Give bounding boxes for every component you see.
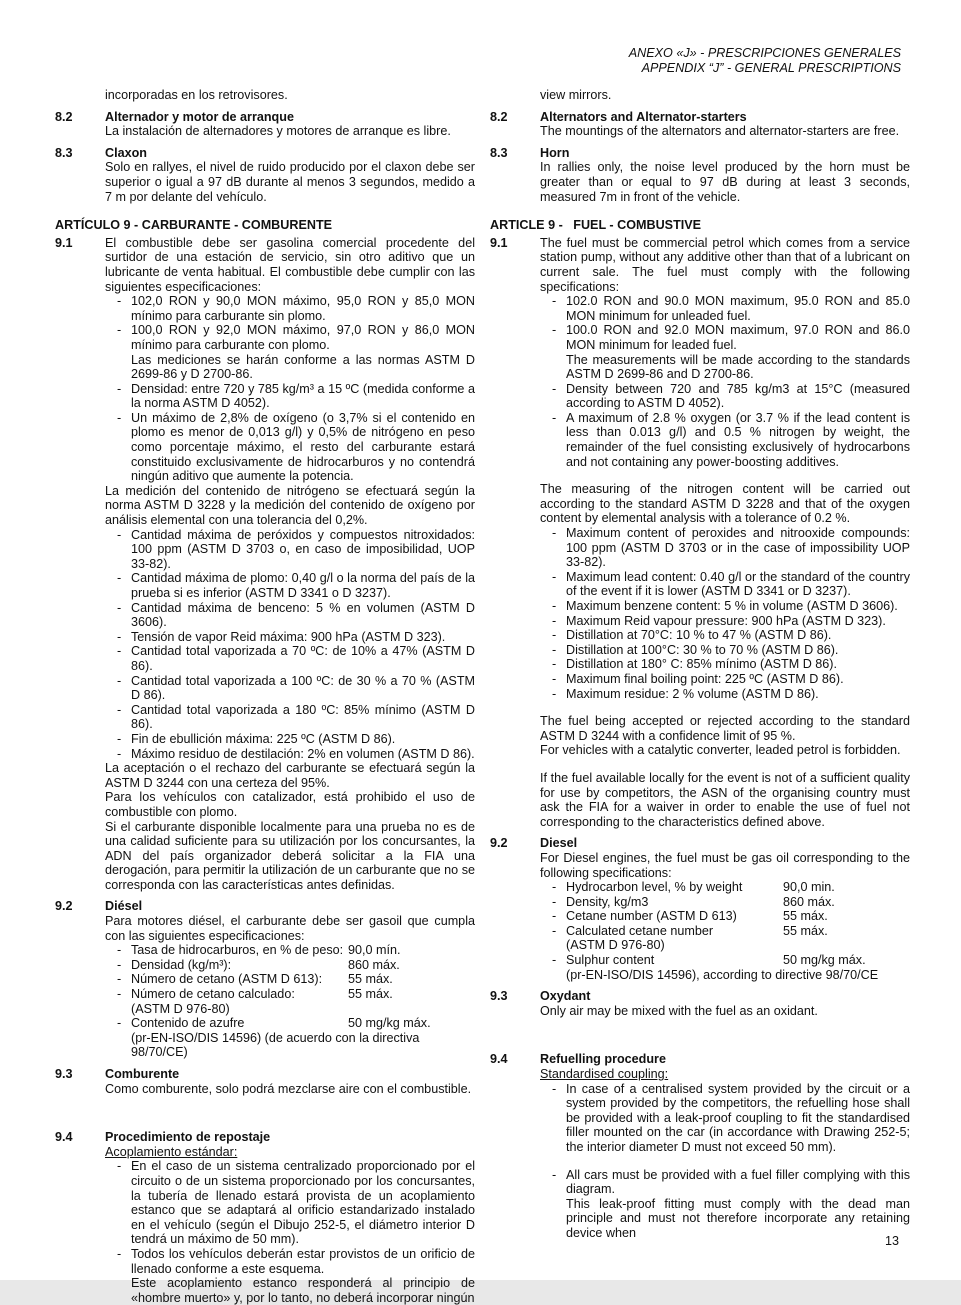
list-item [105,630,475,645]
spec-row [540,909,910,924]
section-number: 9.4 [490,1052,508,1067]
section-heading [490,1052,910,1067]
list-item-text: Distillation at 180° C: 85% mínimo (ASTM D 86). [566,657,837,672]
list-dash: - [552,381,557,396]
paragraph-text: Solo en rallyes, el nivel de ruido producido por el claxon debe ser superior o igual a 97 dB durante al menos 3 segundos, medido a 7 m por delante del vehículo. [105,160,475,204]
list-item-text: Fin de ebullición máxima: 225 ºC (ASTM D 86). [131,731,396,746]
list-item-text: All cars must be provided with a fuel filler complying with this diagram. [566,1167,910,1197]
spec-row [105,958,475,973]
list-dash: - [117,571,122,586]
spec-label: Tasa de hidrocarburos, en % de peso: [131,943,344,958]
list-item [105,732,475,747]
spec-row [105,972,475,987]
list-item-text: Cantidad total vaporizada a 180 ºC: 85% mínimo (ASTM D 86). [131,702,475,732]
spec-label: Density, kg/m3 [566,894,649,909]
list-item [105,674,475,703]
list-item [105,411,475,484]
article-heading [490,218,910,233]
list-dash: - [117,943,122,958]
paragraph [105,820,475,893]
paragraph-text: The fuel being accepted or rejected according to the standard ASTM D 3244 with a confidence limit of 95 %. [540,714,910,743]
spec-value: 55 máx. [348,987,393,1002]
list-item [105,703,475,732]
list-dash: - [552,923,557,938]
spec-row [540,895,910,910]
section-number: 8.2 [55,109,73,124]
spacer [490,758,910,771]
article-heading-text: ARTÍCULO 9 - CARBURANTE - COMBURENTE [55,218,333,233]
spec-note [105,1031,475,1060]
list-dash: - [552,642,557,657]
spanish-column [55,88,475,1305]
list-item [105,1247,475,1276]
section-heading-text: Diesel [540,836,578,851]
list-item [105,1159,475,1247]
section-heading [490,145,910,161]
list-dash: - [552,671,557,686]
list-dash: - [552,657,557,672]
list-dash: - [552,526,557,541]
list-dash: - [552,613,557,628]
list-item [105,601,475,630]
paragraph-text: In rallies only, the noise level produced by the horn must be greater than or equal to 97 dB during at least 3 seconds, measured 7m in front of the vehicle. [540,160,910,204]
paragraph [540,160,910,204]
paragraph [540,1004,910,1019]
underlined-subheading-text: Standardised coupling: [540,1067,669,1082]
spec-note [540,968,910,983]
article-heading [55,218,475,233]
english-column [490,88,910,1305]
spec-value: 55 máx. [348,972,393,987]
section-heading [55,1067,475,1082]
section-number: 9.1 [55,235,73,250]
spec-note-text: (pr-EN-ISO/DIS 14596), according to directive 98/70/CE [566,967,879,982]
list-item-text: Cantidad total vaporizada a 70 ºC: de 10% a 47% (ASTM D 86). [131,644,475,673]
list-item-text: Cantidad máxima de peróxidos y compuestos nitroxidados: 100 ppm (ASTM D 3703 o, en caso de imposibilidad, UOP 33-82). [131,527,475,571]
paragraph-text: La medición del contenido de nitrógeno se efectuará según la norma ASTM D 3228 y la medición del contenido de oxígeno por análisis elemental con una tolerancia del 0,2%. [105,483,475,528]
list-item-text: Tensión de vapor Reid máxima: 900 hPa (ASTM D 323). [131,629,446,644]
spec-value: 50 mg/kg máx. [348,1016,431,1031]
list-dash: - [117,1016,122,1031]
section-heading [490,989,910,1004]
section-number: 9.3 [490,989,508,1004]
paragraph [540,482,910,526]
list-item-text: 100.0 RON and 92.0 MON maximum, 97.0 RON and 86.0 MON minimum for leaded fuel. [566,323,910,352]
list-item [540,657,910,672]
numbered-paragraph-text: The fuel must be commercial petrol which comes from a service station pump, without any additive other than that of a lubricant on current sale. The fuel must comply with the following specifications: [540,235,910,294]
list-item-text: Cantidad total vaporizada a 100 ºC: de 30 % a 70 % (ASTM D 86). [131,673,475,703]
list-item-text: Cantidad máxima de plomo: 0,40 g/l o la norma del país de la prueba si es inferior (ASTM D 3341 o D 3237). [131,571,475,600]
spec-label: Número de cetano calculado: [131,987,295,1002]
list-item-text: Un máximo de 2,8% de oxígeno (o 3,7% si el contenido en plomo es menor de 0,013 g/l) y 0,5% de nitrógeno en peso como porcentaje máximo, el resto del carburante estará constituido exclusivamente de hidrocarburos y no contendrá ningún aditivo que aumente la potencia. [131,410,475,484]
list-dash: - [117,600,122,615]
paragraph [105,761,475,790]
list-item [105,382,475,411]
section-number: 8.3 [490,145,508,160]
list-dash: - [552,686,557,701]
list-dash: - [552,628,557,643]
list-item [540,1168,910,1197]
list-item [540,599,910,614]
list-item-text: 100,0 RON y 92,0 MON máximo, 97,0 RON y 86,0 MON mínimo para carburante con plomo. [131,323,475,352]
paragraph [540,851,910,880]
paragraph-text: incorporadas en los retrovisores. [105,88,288,102]
spec-row [540,924,910,939]
header-line-english: APPENDIX “J” - GENERAL PRESCRIPTIONS [641,60,901,75]
underlined-subheading-text: Acoplamiento estándar: [105,1144,238,1159]
list-dash: - [117,629,122,644]
section-number: 8.3 [55,145,73,160]
list-continuation [540,353,910,382]
section-heading-text: Procedimiento de repostaje [105,1130,271,1145]
list-item-text: Maximum content of peroxides and nitrooxide compounds: 100 ppm (ASTM D 3703 or in the case of impossibility UOP 33-82). [566,526,910,570]
section-heading-text: Diésel [105,899,143,914]
section-number: 9.1 [490,235,508,250]
section-number: 8.2 [490,109,508,124]
paragraph-text: La aceptación o el rechazo del carburante se efectuará según la ASTM D 3244 con una certeza del 95%. [105,761,475,790]
paragraph-text: If the fuel available locally for the event is not of a sufficient quality for use by competitors, the ASN of the organising country must ask the FIA for a waiver in order to enable the use of fuel not corresponding to the characteristics defined above. [540,770,910,829]
list-item-text: Maximum final boiling point: 225 ºC (ASTM D 86). [566,671,844,686]
list-item [540,1082,910,1155]
spec-row [540,880,910,895]
list-item-text: Todos los vehículos deberán estar provistos de un orificio de llenado conforme a este esquema. [131,1246,475,1276]
spec-label: Número de cetano (ASTM D 613): [131,972,323,987]
list-item [540,628,910,643]
spec-row [540,953,910,968]
list-item [540,526,910,570]
numbered-paragraph-text: El combustible debe ser gasolina comercial procedente del surtidor de una estación de servicio, sin otro aditivo que un lubricante de venta habitual. El combustible debe cumplir con las siguientes especificaciones: [105,235,475,294]
article-heading-text: ARTICLE 9 - FUEL - COMBUSTIVE [490,218,702,233]
paragraph [105,484,475,528]
section-heading-text: Refuelling procedure [540,1052,666,1067]
list-item-text: 102,0 RON y 90,0 MON máximo, 95,0 RON y 85,0 MON mínimo para carburante sin plomo. [131,294,475,323]
paragraph [540,771,910,829]
paragraph [540,124,910,139]
list-dash: - [117,746,122,761]
list-dash: - [117,673,122,688]
spacer [490,701,910,714]
section-heading-text: Oxydant [540,989,591,1004]
list-continuation [105,1276,475,1305]
spec-row [105,943,475,958]
list-dash: - [552,599,557,613]
list-continuation-text: The measurements will be made according to the standards ASTM D 2699-86 and D 2700-86. [566,352,910,382]
section-heading [55,1130,475,1145]
list-dash: - [117,527,122,542]
spec-value: 90,0 min. [783,880,835,895]
spec-note-text: (pr-EN-ISO/DIS 14596) (de acuerdo con la directiva 98/70/CE) [131,1030,420,1060]
spec-value: 860 máx. [783,894,835,909]
paragraph-text: view mirrors. [540,88,612,102]
spec-note [540,938,910,953]
list-item-text: Maximum Reid vapour pressure: 900 hPa (ASTM D 323). [566,613,886,628]
underlined-subheading [540,1067,910,1082]
list-item-text: Distillation at 70°C: 10 % to 47 % (ASTM D 86). [566,628,832,643]
list-item [540,570,910,599]
list-continuation-text: Las mediciones se harán conforme a las normas ASTM D 2699-86 y D 2700-86. [131,352,475,382]
list-item-text: Density between 720 and 785 kg/m3 at 15°C (measured according to ASTM D 4052). [566,381,910,411]
section-heading [490,109,910,125]
list-item [105,747,475,762]
paragraph-text: Only air may be mixed with the fuel as an oxidant. [540,1003,818,1018]
list-continuation [540,1197,910,1241]
list-dash: - [552,880,557,895]
list-dash: - [117,957,122,972]
section-heading [55,899,475,914]
paragraph-text: La instalación de alternadores y motores de arranque es libre. [105,124,451,139]
list-dash: - [117,381,122,396]
spec-label: Hydrocarbon level, % by weight [566,880,743,895]
list-item [105,528,475,572]
paragraph [105,914,475,943]
list-item-text: Densidad: entre 720 y 785 kg/m³ a 15 ºC (medida conforme a la norma ASTM D 4052). [131,381,475,411]
list-dash: - [117,972,122,987]
spacer [490,469,910,482]
list-item-text: In case of a centralised system provided by the circuit or a system provided by the competitors, the refuelling hose shall be provided with a leak-proof coupling to fit the standardised filler mounted on the car (in accordance with Drawing 252-5; the interior diameter D must not exceed 50 mm). [566,1081,910,1154]
paragraph-text: For vehicles with a catalytic converter, leaded petrol is forbidden. [540,743,901,758]
paragraph-text: Como comburente, solo podrá mezclarse aire con el combustible. [105,1081,472,1096]
list-dash: - [117,294,122,309]
spec-note-text: (ASTM D 976-80) [566,938,665,953]
list-item [540,672,910,687]
section-heading [490,836,910,851]
paragraph-text: For Diesel engines, the fuel must be gas oil corresponding to the following specifications: [540,850,910,880]
list-item-text: Máximo residuo de destilación: 2% en volumen (ASTM D 86). [131,746,475,761]
paragraph [105,160,475,204]
list-dash: - [552,1081,557,1096]
list-item-text: Cantidad máxima de benceno: 5 % en volumen (ASTM D 3606). [131,600,475,630]
list-dash: - [552,953,557,968]
list-item-text: Maximum benzene content: 5 % in volume (ASTM D 3606). [566,599,898,613]
numbered-paragraph [490,235,910,294]
section-heading-text: Comburente [105,1067,180,1081]
list-item-text: A maximum of 2.8 % oxygen (or 3.7 % if the lead content is less than 0.013 g/l) and 0.5 % nitrogen by weight, the remainder of the fuel consisting exclusively of hydrocarbons and not containing any power-boosting additives. [566,410,910,469]
list-item [540,687,910,702]
spacer [490,1155,910,1168]
spec-label: Cetane number (ASTM D 613) [566,909,737,924]
paragraph [540,743,910,758]
list-item [105,294,475,323]
list-item-text: En el caso de un sistema centralizado proporcionado por el circuito o de un sistema proporcionado por los concursantes, la tubería de llenado estará provista de un acoplamiento estanco que se adaptará al orificio estandarizado instalado en el vehículo (según el Dibujo 252-5, el diámetro interior D tendrá un máximo de 50 mm). [131,1159,475,1247]
list-item [540,294,910,323]
list-dash: - [117,731,122,746]
paragraph [540,714,910,743]
list-item-text: 102.0 RON and 90.0 MON maximum, 95.0 RON and 85.0 MON minimum for unleaded fuel. [566,294,910,323]
list-dash: - [552,569,557,584]
spec-value: 55 máx. [783,923,828,938]
spacer [55,1096,475,1123]
list-dash: - [552,894,557,909]
section-heading-text: Horn [540,145,570,160]
list-dash: - [552,323,557,338]
two-column-body [55,88,910,1305]
section-number: 9.4 [55,1130,73,1145]
list-item [105,571,475,600]
spec-note-text: (ASTM D 976-80) [131,1001,230,1016]
list-item-text: Maximum residue: 2 % volume (ASTM D 86). [566,686,819,701]
list-item [540,323,910,352]
paragraph-text: Si el carburante disponible localmente para una prueba no es de una calidad suficiente para su utilización por los concursantes, la ADN del país organizador deberá solicitar a la FIA una derogación, para permitir la utilización de un carburante que no se corresponda con las características antes definidas. [105,819,475,892]
list-item [540,382,910,411]
list-item [540,614,910,629]
paragraph [105,88,475,103]
section-heading-text: Alternador y motor de arranque [105,109,294,124]
page-header [629,46,901,75]
spec-value: 90,0 mín. [348,943,401,958]
spec-note [105,1002,475,1017]
list-item [540,643,910,658]
list-dash: - [552,410,557,425]
paragraph-text: The mountings of the alternators and alternator-starters are free. [540,124,900,139]
list-dash: - [117,323,122,338]
underlined-subheading [105,1145,475,1160]
paragraph [105,1082,475,1097]
paragraph-text: Para los vehículos con catalizador, está prohibido el uso de combustible con plomo. [105,790,475,819]
list-item [105,644,475,673]
section-heading-text: Alternators and Alternator-starters [540,109,747,124]
paragraph [105,124,475,139]
spec-label: Contenido de azufre [131,1016,245,1031]
section-heading-text: Claxon [105,145,147,160]
list-dash: - [117,1159,122,1174]
section-number: 9.2 [55,899,73,914]
spec-row [105,987,475,1002]
spacer [490,1018,910,1045]
list-dash: - [117,1246,122,1261]
spec-label: Calculated cetane number [566,923,714,938]
list-dash: - [117,644,122,659]
spec-value: 50 mg/kg máx. [783,953,866,968]
list-dash: - [552,294,557,309]
paragraph-text: Para motores diésel, el carburante debe ser gasoil que cumpla con las siguientes especificaciones: [105,914,475,943]
paragraph [540,88,910,103]
paragraph-text: The measuring of the nitrogen content will be carried out according to the standard ASTM D 3228 and that of the oxygen content by elemental analysis with a tolerance of 0.2 %. [540,482,910,526]
paragraph [105,790,475,819]
section-number: 9.3 [55,1067,73,1081]
list-item-text: Maximum lead content: 0.40 g/l or the standard of the country of the event if it is lower (ASTM D 3341 or D 3237). [566,569,910,599]
list-item-text: Distillation at 100°C: 30 % to 70 % (ASTM D 86). [566,642,839,657]
list-dash: - [117,987,122,1002]
list-item [540,411,910,469]
list-dash: - [117,702,122,717]
spec-value: 860 máx. [348,957,400,972]
spec-row [105,1016,475,1031]
list-continuation [105,353,475,382]
spec-label: Densidad (kg/m³): [131,957,232,972]
section-number: 9.2 [490,836,508,851]
section-heading [55,109,475,125]
list-item [105,323,475,352]
list-continuation-text: This leak-proof fitting must comply with the dead man principle and must not therefore incorporate any retaining device when [566,1196,910,1240]
list-dash: - [117,410,122,425]
numbered-paragraph [55,235,475,294]
page-number: 13 [884,1234,899,1249]
list-dash: - [552,909,557,924]
spec-value: 55 máx. [783,909,828,924]
section-heading [55,145,475,161]
header-line-spanish: ANEXO «J» - PRESCRIPCIONES GENERALES [628,46,901,60]
spec-label: Sulphur content [566,953,655,968]
list-dash: - [552,1167,557,1182]
list-continuation-text: Este acoplamiento estanco responderá al principio de «hombre muerto» y, por lo tanto, no deberá incorporar ningún [131,1276,475,1305]
